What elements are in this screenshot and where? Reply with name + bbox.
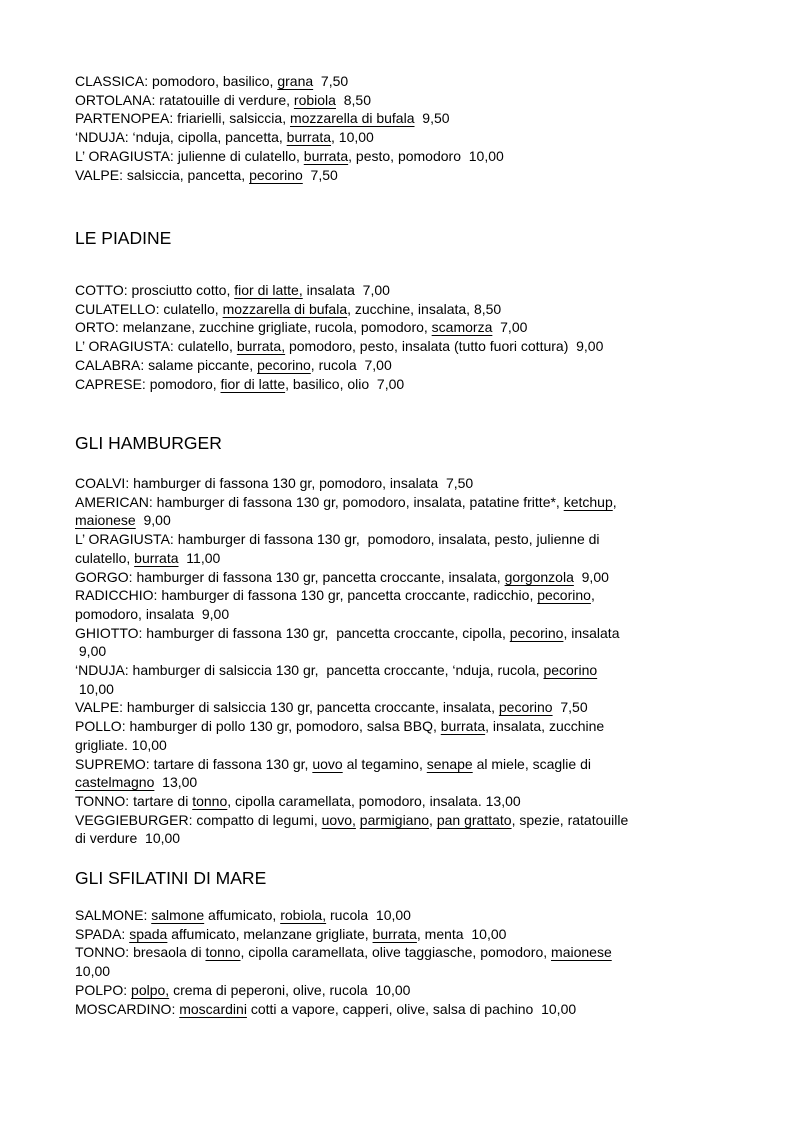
menu-item-line: [75, 318, 603, 337]
menu-text: PARTENOPEA: friarielli, salsiccia,: [75, 110, 290, 127]
menu-text: , menta 10,00: [416, 925, 507, 942]
underlined-ingredient: parmigiano: [359, 811, 430, 828]
menu-item-line: [75, 773, 628, 792]
underlined-ingredient: gorgonzola: [504, 568, 574, 585]
menu-text: insalata 7,00: [302, 282, 390, 298]
menu-text: al miele, scaglie di: [472, 755, 591, 772]
underlined-ingredient: moscardini: [179, 1000, 247, 1017]
underlined-ingredient: pecorino: [498, 699, 553, 716]
menu-text: ,: [612, 493, 617, 510]
menu-item-line: [75, 624, 628, 643]
menu-text: , zucchine, insalata, 8,50: [347, 300, 502, 317]
menu-text: COTTO: prosciutto cotto,: [75, 282, 235, 298]
menu-text: L’ ORAGIUSTA: culatello,: [75, 338, 237, 355]
menu-item-line: [75, 300, 603, 319]
underlined-ingredient: castelmagno: [75, 774, 155, 791]
sfilatini-item-list: [75, 906, 612, 1018]
menu-item-line: [75, 109, 504, 128]
menu-text: SPADA:: [75, 925, 130, 942]
menu-text: grigliate. 10,00: [75, 736, 167, 753]
menu-text: , 10,00: [331, 129, 374, 146]
menu-item-line: [75, 906, 612, 925]
underlined-ingredient: burrata,: [236, 338, 286, 355]
menu-item-line: [75, 661, 628, 680]
underlined-ingredient: pecorino: [537, 587, 591, 604]
menu-text: 7,50: [302, 166, 338, 183]
menu-text: , insalata: [563, 624, 620, 641]
menu-text: 7,50: [313, 73, 349, 89]
menu-text: 10,00: [75, 963, 111, 980]
menu-item-line: [75, 281, 603, 300]
underlined-ingredient: pan grattato: [436, 811, 512, 828]
underlined-ingredient: spada: [129, 925, 168, 942]
piadine-item-list: [75, 281, 603, 393]
menu-item-line: [75, 549, 628, 568]
menu-text: POLPO:: [75, 981, 132, 998]
underlined-ingredient: burrata: [286, 129, 332, 146]
menu-item-line: [75, 586, 628, 605]
menu-text: rucola 10,00: [326, 907, 411, 923]
menu-item-line: [75, 736, 628, 755]
underlined-ingredient: maionese: [75, 512, 136, 529]
menu-text: , basilico, olio 7,00: [285, 375, 405, 392]
underlined-ingredient: burrata: [372, 925, 417, 942]
menu-item-line: [75, 680, 628, 699]
underlined-ingredient: fior di latte: [220, 375, 286, 392]
hamburger-item-list: [75, 474, 628, 848]
menu-text: VALPE: salsiccia, pancetta,: [75, 166, 250, 183]
menu-text: TONNO: tartare di: [75, 792, 193, 809]
menu-item-line: [75, 72, 504, 91]
menu-text: , cipolla caramellata, olive taggiasche, pomodoro,: [240, 944, 552, 961]
menu-text: ,: [590, 587, 595, 604]
menu-item-line: [75, 698, 628, 717]
menu-text: pomodoro, insalata 9,00: [75, 605, 230, 622]
menu-item-line: [75, 811, 628, 830]
menu-item-line: [75, 568, 628, 587]
menu-text: ‘NDUJA: hamburger di salsiccia 130 gr, pancetta croccante, ‘nduja, rucola,: [75, 662, 544, 679]
menu-text: TONNO: bresaola di: [75, 944, 206, 961]
underlined-ingredient: robiola,: [280, 907, 327, 923]
menu-text: , cipolla caramellata, pomodoro, insalata. 13,00: [227, 792, 521, 809]
menu-text: L’ ORAGIUSTA: hamburger di fassona 130 gr, pomodoro, insalata, pesto, julienne di: [75, 531, 600, 548]
menu-item-line: [75, 829, 628, 848]
menu-text: SUPREMO: tartare di fassona 130 gr,: [75, 755, 313, 772]
piadine-heading: LE PIADINE: [75, 228, 172, 248]
menu-text: affumicato,: [204, 907, 281, 923]
menu-item-line: [75, 474, 628, 493]
underlined-ingredient: mozzarella di bufala: [289, 110, 415, 127]
menu-item-line: [75, 337, 603, 356]
menu-text: COALVI: hamburger di fassona 130 gr, pomodoro, insalata 7,50: [75, 475, 474, 491]
menu-item-line: [75, 166, 504, 185]
menu-item-line: [75, 981, 612, 1000]
menu-item-line: [75, 511, 628, 530]
menu-text: 10,00: [75, 680, 114, 697]
underlined-ingredient: polpo,: [131, 981, 170, 998]
menu-text: 9,00: [135, 512, 171, 529]
menu-text: , rucola 7,00: [310, 356, 392, 373]
menu-item-line: [75, 356, 603, 375]
underlined-ingredient: ketchup: [563, 493, 613, 510]
menu-text: GORGO: hamburger di fassona 130 gr, pancetta croccante, insalata,: [75, 568, 505, 585]
menu-item-line: [75, 128, 504, 147]
underlined-ingredient: maionese: [551, 944, 612, 961]
menu-item-line: [75, 792, 628, 811]
underlined-ingredient: pecorino: [543, 662, 598, 679]
hamburger-heading: GLI HAMBURGER: [75, 433, 222, 453]
underlined-ingredient: tonno: [205, 944, 241, 961]
menu-text: POLLO: hamburger di pollo 130 gr, pomodoro, salsa BBQ,: [75, 718, 441, 735]
menu-text: crema di peperoni, olive, rucola 10,00: [169, 981, 411, 998]
underlined-ingredient: salmone: [151, 907, 205, 923]
menu-text: 9,00: [75, 643, 107, 660]
menu-text: 11,00: [178, 549, 221, 566]
menu-text: GHIOTTO: hamburger di fassona 130 gr, pancetta croccante, cipolla,: [75, 624, 510, 641]
menu-text: , insalata, zucchine: [485, 718, 605, 735]
menu-text: 8,50: [335, 91, 371, 108]
menu-text: 9,50: [414, 110, 450, 127]
menu-item-line: [75, 91, 504, 110]
menu-item-line: [75, 925, 612, 944]
menu-text: CALABRA: salame piccante,: [75, 356, 258, 373]
menu-text: SALMONE:: [75, 907, 152, 923]
menu-text: ‘NDUJA: ‘nduja, cipolla, pancetta,: [75, 129, 287, 146]
menu-text: AMERICAN: hamburger di fassona 130 gr, pomodoro, insalata, patatine fritte*,: [75, 493, 564, 510]
menu-text: ,: [429, 811, 437, 828]
underlined-ingredient: mozzarella di bufala: [222, 300, 348, 317]
menu-text: ORTOLANA: ratatouille di verdure,: [75, 91, 294, 108]
menu-item-line: [75, 755, 628, 774]
underlined-ingredient: senape: [426, 755, 473, 772]
menu-item-line: [75, 962, 612, 981]
menu-text: , spezie, ratatouille: [511, 811, 629, 828]
menu-item-line: [75, 605, 628, 624]
menu-text: di verdure 10,00: [75, 830, 181, 847]
pizze-item-list: [75, 72, 504, 184]
underlined-ingredient: scamorza: [431, 319, 493, 336]
menu-item-line: [75, 493, 628, 512]
underlined-ingredient: uovo: [312, 755, 343, 772]
menu-text: 7,50: [552, 699, 588, 716]
menu-text: culatello,: [75, 549, 135, 566]
menu-item-line: [75, 717, 628, 736]
underlined-ingredient: grana: [277, 73, 314, 89]
menu-text: affumicato, melanzane grigliate,: [167, 925, 373, 942]
underlined-ingredient: pecorino: [249, 166, 303, 183]
menu-item-line: [75, 943, 612, 962]
menu-text: RADICCHIO: hamburger di fassona 130 gr, pancetta croccante, radicchio,: [75, 587, 538, 604]
underlined-ingredient: burrata: [134, 549, 179, 566]
menu-text: 9,00: [573, 568, 609, 585]
menu-text: CULATELLO: culatello,: [75, 300, 223, 317]
menu-text: CAPRESE: pomodoro,: [75, 375, 221, 392]
menu-item-line: [75, 642, 628, 661]
menu-text: VEGGIEBURGER: compatto di legumi,: [75, 811, 322, 828]
sfilatini-heading: GLI SFILATINI DI MARE: [75, 868, 267, 888]
menu-item-line: [75, 1000, 612, 1019]
menu-text: 7,00: [492, 319, 528, 336]
underlined-ingredient: tonno: [192, 792, 228, 809]
underlined-ingredient: pecorino: [257, 356, 311, 373]
menu-text: , pesto, pomodoro 10,00: [348, 147, 504, 164]
underlined-ingredient: robiola: [293, 91, 336, 108]
underlined-ingredient: burrata: [303, 147, 349, 164]
menu-item-line: [75, 530, 628, 549]
menu-text: CLASSICA: pomodoro, basilico,: [75, 73, 278, 89]
underlined-ingredient: uovo,: [321, 811, 356, 828]
menu-item-line: [75, 375, 603, 394]
menu-text: pomodoro, pesto, insalata (tutto fuori cottura) 9,00: [285, 338, 604, 355]
menu-text: MOSCARDINO:: [75, 1000, 180, 1017]
menu-text: VALPE: hamburger di salsiccia 130 gr, pancetta croccante, insalata,: [75, 699, 499, 716]
menu-text: cotti a vapore, capperi, olive, salsa di pachino 10,00: [246, 1000, 577, 1017]
menu-text: 13,00: [154, 774, 198, 791]
underlined-ingredient: pecorino: [509, 624, 564, 641]
menu-text: ORTO: melanzane, zucchine grigliate, rucola, pomodoro,: [75, 319, 432, 336]
menu-text: al tegamino,: [342, 755, 427, 772]
menu-text: L’ ORAGIUSTA: julienne di culatello,: [75, 147, 304, 164]
underlined-ingredient: fior di latte,: [234, 282, 303, 298]
menu-item-line: [75, 147, 504, 166]
underlined-ingredient: burrata: [440, 718, 486, 735]
